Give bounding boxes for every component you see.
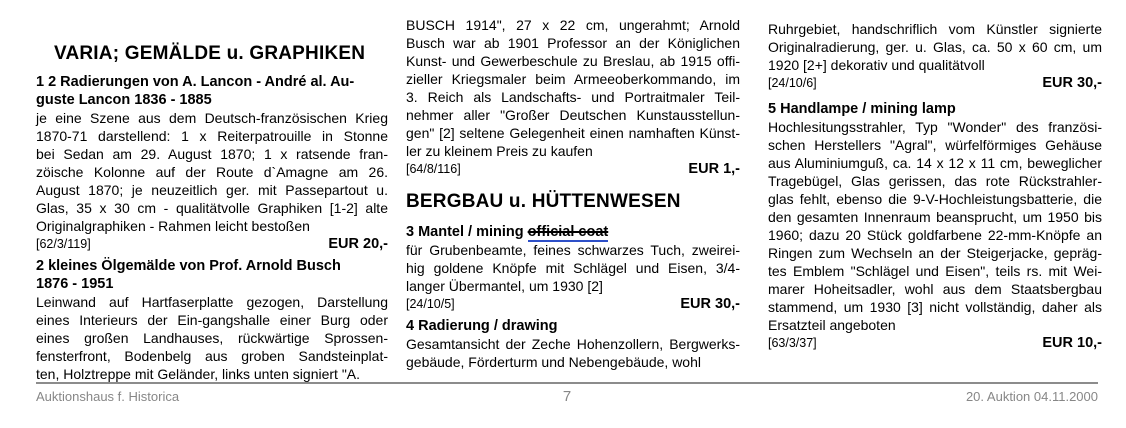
- text-line: eines großen Landhauses, rückwärtige Sprossen-: [36, 330, 388, 346]
- text-line: gen" [2] seltene Gelegenheit einen namhaften Künst-: [406, 125, 740, 141]
- text-line: langer Übermantel, um 1930 [2]: [406, 278, 603, 294]
- lot-reference: [64/8/116]: [406, 162, 461, 176]
- lot-reference: [63/3/37]: [768, 336, 817, 350]
- lot-price: EUR 20,-: [328, 236, 388, 252]
- item-heading-line: guste Lancon 1836 - 1885: [36, 92, 212, 108]
- text-line: nehmer aller "Großer Deutschen Kunstausstellun-: [406, 107, 740, 123]
- text-line: Busch war ab 1901 Professor an der Königlichen: [406, 35, 740, 51]
- price-row: [768, 334, 1102, 352]
- item-heading-line: 2 kleines Ölgemälde von Prof. Arnold Busch: [36, 258, 341, 274]
- text-line: 1920 [2+] dekorativ und qualitätvoll: [768, 57, 985, 73]
- text-line: Gesamtansicht der Zeche Hohenzollern, Bergwerks-: [406, 336, 740, 352]
- lot-reference: [24/10/6]: [768, 76, 817, 90]
- text-line: Kunst- und Gewerbeschule zu Breslau, ab 1915 offi-: [406, 53, 740, 69]
- column-2: [406, 0, 740, 371]
- item-description: [36, 293, 388, 383]
- text-line: tes Emblem "Schlägel und Eisen", teils rs. mit Wei-: [768, 263, 1102, 279]
- page-number: 7: [562, 388, 572, 405]
- text-line: 1870-71 darstellend: 1 x Reiterpatrouille in Stonne: [36, 128, 388, 144]
- text-line: je eine Szene aus dem Deutsch-französischen Krieg: [36, 110, 388, 126]
- item-heading-line: [406, 223, 740, 241]
- item-description: [768, 118, 1102, 334]
- lot-price: EUR 30,-: [1042, 75, 1102, 91]
- text-line: ten, Holztreppe mit Geländer, links unten signiert "A.: [36, 366, 361, 382]
- text-line: marer Hoheitsadler, wohl aus dem Staatsbergbau: [768, 281, 1102, 297]
- item-heading-line: 5 Handlampe / mining lamp: [768, 101, 956, 117]
- footer-row: [36, 388, 1098, 405]
- text-line: stammend, um 1930 [3] nicht vollständig, daher als: [768, 299, 1102, 315]
- price-row: [406, 160, 740, 178]
- lot-reference: [62/3/119]: [36, 237, 91, 251]
- item-description: [36, 109, 388, 235]
- text-line: zieller Kriegsmaler beim Armeeoberkommando, im: [406, 71, 740, 87]
- price-row: [768, 74, 1102, 92]
- text-line: bei Sedan am 29. August 1870; 1 x ratsende fran-: [36, 146, 388, 162]
- text-line: Ruhrgebiet, handschriflich vom Künstler signierte: [768, 21, 1102, 37]
- item-heading: [36, 257, 388, 293]
- footer-rule: [36, 382, 1098, 384]
- text-line: schen Herstellers "Agral", würfelförmiges Gehäuse: [768, 137, 1102, 153]
- page-footer: [36, 382, 1098, 405]
- text-line: August 1870; je neuzeitlich ger. mit Passepartout u.: [36, 182, 388, 198]
- deleted-text: official coat: [527, 224, 609, 240]
- column-1: [36, 0, 388, 383]
- item-heading: [36, 73, 388, 109]
- text-line: ler zu kleinem Preis zu kaufen: [406, 143, 593, 159]
- item-description: [406, 241, 740, 295]
- text-line: Ringen zum Wechseln an der Steigerjacke, gepräg-: [768, 245, 1102, 261]
- text-line: fensterfront, Bodenbelg aus groben Sandsteinplat-: [36, 348, 388, 364]
- price-row: [36, 235, 388, 253]
- section-heading: VARIA; GEMÄLDE u. GRAPHIKEN: [54, 43, 366, 64]
- text-line: eines Interieurs der Ein-gangshalle einer Burg oder: [36, 312, 388, 328]
- lot-price: EUR 10,-: [1042, 335, 1102, 351]
- item-heading-line: 1 2 Radierungen von A. Lancon - André al. Au-: [36, 74, 355, 90]
- text-line: 3. Reich als Landschafts- und Portraitmaler Teil-: [406, 89, 740, 105]
- footer-auction-info: 20. Auktion 04.11.2000: [965, 389, 1098, 404]
- item-heading-line: 4 Radierung / drawing: [406, 318, 558, 334]
- column-3: [768, 0, 1102, 352]
- text-line: den gesamten Innenraum beansprucht, um 1950 bis: [768, 209, 1102, 225]
- item-description: [406, 16, 740, 160]
- text-line: 1960; dazu 20 Stück goldfarbene 22-mm-Knöpfe an: [768, 227, 1102, 243]
- text-line: für Grubenbeamte, feines schwarzes Tuch, zweirei-: [406, 242, 740, 258]
- text-line: Glas, 35 x 30 cm - qualitätvolle Graphiken [1-2] alte: [36, 200, 388, 216]
- text-line: BUSCH 1914", 27 x 22 cm, ungerahmt; Arnold: [406, 17, 740, 33]
- text-line: gebäude, Förderturm und Nebengebäude, wohl: [406, 354, 701, 370]
- text-line: Hochlesitungsstrahler, Typ "Wonder" des französi-: [768, 119, 1102, 135]
- section-heading: BERGBAU u. HÜTTENWESEN: [406, 191, 681, 212]
- text-line: Originalradierung, ger. u. Glas, ca. 50 x 60 cm, um: [768, 39, 1102, 55]
- text-line: hig goldene Knöpfe mit Schlägel und Eisen, 3/4-: [406, 260, 740, 276]
- footer-publisher: Auktionshaus f. Historica: [36, 389, 180, 404]
- price-row: [406, 295, 740, 313]
- lot-price: EUR 30,-: [680, 296, 740, 312]
- item-heading: [768, 100, 1102, 118]
- text-line: Tragebügel, Glas gerissen, das rote Rückstrahler-: [768, 173, 1102, 189]
- item-description: [768, 20, 1102, 74]
- item-heading-line: 1876 - 1951: [36, 276, 114, 292]
- text-line: glas fehlt, ebenso die 9-V-Hochleistungsbatterie, die: [768, 191, 1102, 207]
- item-heading: [406, 223, 740, 241]
- item-description: [406, 335, 740, 371]
- text-line: Leinwand auf Hartfaserplatte gezogen, Darstellung: [36, 294, 388, 310]
- text-line: aus Aluminiumguß, ca. 14 x 12 x 11 cm, beweglicher: [768, 155, 1102, 171]
- item-heading: [406, 317, 740, 335]
- item-heading-text: 3 Mantel / mining: [406, 224, 528, 240]
- lot-reference: [24/10/5]: [406, 297, 455, 311]
- text-line: zöische Kolonne auf der Route d`Amagne am 26.: [36, 164, 388, 180]
- text-line: Ersatzteil angeboten: [768, 317, 896, 333]
- text-line: Originalgraphiken - Rahmen leicht bestoßen: [36, 218, 310, 234]
- lot-price: EUR 1,-: [688, 161, 740, 177]
